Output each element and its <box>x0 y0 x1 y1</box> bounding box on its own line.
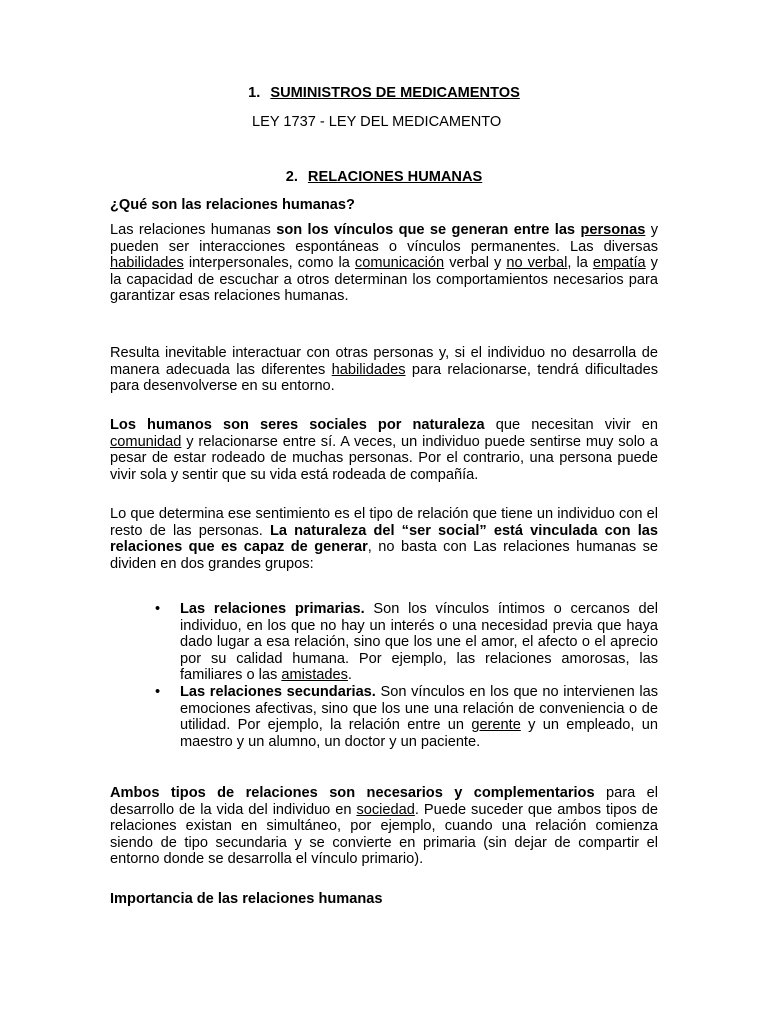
p1-text: , la <box>567 255 593 272</box>
list-item-text: Son los vínculos íntimos o cercanos del individuo, en los que no hay un interés o una necesidad previa que haya dado lugar a esa relación, sino que los une el amor, el afecto o el aprecio por su calidad humana. Por ejemplo, las relaciones amorosas, las familiares o las <box>180 601 658 684</box>
p4-text: , no basta con Las relaciones humanas se dividen en dos grandes grupos: <box>110 539 659 572</box>
link-comunidad[interactable]: comunidad <box>110 433 182 450</box>
list-item-text: Son vínculos en los que no intervienen las emociones afectivas, sino que los une una relación de conveniencia o de utilidad. Por ejemplo, la relación entre un <box>180 683 658 734</box>
list-item-title: Las relaciones primarias. <box>180 601 365 617</box>
p3-bold: Los humanos son seres sociales por naturaleza <box>110 417 485 433</box>
link-habilidades[interactable]: habilidades <box>110 255 184 272</box>
paragraph-3 <box>110 417 658 483</box>
link-gerente[interactable]: gerente <box>471 717 521 734</box>
p1-text: interpersonales, como la <box>183 255 355 272</box>
section-1-subtitle: LEY 1737 - LEY DEL MEDICAMENTO <box>252 114 502 130</box>
link-comunicacion[interactable]: comunicación <box>354 255 445 272</box>
section-1-heading <box>0 85 768 101</box>
p1-text: verbal y <box>444 255 507 272</box>
link-no-verbal[interactable]: no verbal <box>506 255 568 272</box>
p2-text: Resulta inevitable interactuar con otras personas y, si el individuo no desarrolla de manera adecuada las diferentes <box>110 345 658 378</box>
p1-text: y la capacidad de escuchar a otros determinan los comportamientos necesarios para garantizar esas relaciones humanas. <box>110 255 658 305</box>
section-2-title: RELACIONES HUMANAS <box>307 169 483 185</box>
section-1-title: SUMINISTROS DE MEDICAMENTOS <box>270 85 520 101</box>
importance-heading: Importancia de las relaciones humanas <box>110 891 383 907</box>
link-habilidades[interactable]: habilidades <box>331 361 406 378</box>
paragraph-1 <box>110 222 658 305</box>
link-personas[interactable]: personas <box>580 222 646 238</box>
p3-text: que necesitan vivir en <box>484 417 658 433</box>
p3-text: y relacionarse entre sí. A veces, un individuo puede sentirse muy solo a pesar de estar rodeado de muchas personas. Por el contrario, una persona puede vivir sola y sentir que su vida está rodeada de compañía. <box>110 433 658 483</box>
list-item-secundarias <box>180 684 658 750</box>
p5-bold: Ambos tipos de relaciones son necesarios y complementarios <box>110 785 595 801</box>
p1-text: Las relaciones humanas <box>110 222 277 238</box>
list-item-text: y un empleado, un maestro y un alumno, un doctor y un paciente. <box>180 717 658 750</box>
list-item-text: . <box>347 667 352 684</box>
paragraph-5 <box>110 785 658 868</box>
paragraph-4 <box>110 506 658 572</box>
section-2-heading <box>0 169 768 185</box>
question-heading: ¿Qué son las relaciones humanas? <box>110 197 355 213</box>
p5-text: para el desarrollo de la vida del individuo en <box>110 785 658 818</box>
p5-text: . Puede suceder que ambos tipos de relaciones existan en simultáneo, por ejemplo, cuando una relación comienza siendo de tipo secundaria y se convierte en primaria (sin dejar de compartir el entorno donde se desarrolla el vínculo primario). <box>110 801 658 868</box>
p1-bold: son los vínculos que se generan entre las <box>276 222 581 238</box>
section-2-number: 2. <box>285 169 298 185</box>
list-item-primarias <box>180 601 658 684</box>
link-amistades[interactable]: amistades <box>281 667 348 684</box>
relationship-types-list <box>180 601 658 750</box>
paragraph-2 <box>110 345 658 395</box>
p2-text: para relacionarse, tendrá dificultades para desenvolverse en su entorno. <box>110 361 658 395</box>
list-item-title: Las relaciones secundarias. <box>180 683 376 700</box>
p1-text: y pueden ser interacciones espontáneas o vínculos permanentes. Las diversas <box>110 222 659 255</box>
link-empatia[interactable]: empatía <box>592 255 646 272</box>
link-sociedad[interactable]: sociedad <box>356 801 415 818</box>
p4-bold: La naturaleza del “ser social” está vinculada con las relaciones que es capaz de generar <box>110 522 658 556</box>
section-1-number: 1. <box>248 85 261 101</box>
p4-text: Lo que determina ese sentimiento es el tipo de relación que tiene un individuo con el resto de las personas. <box>110 506 658 539</box>
